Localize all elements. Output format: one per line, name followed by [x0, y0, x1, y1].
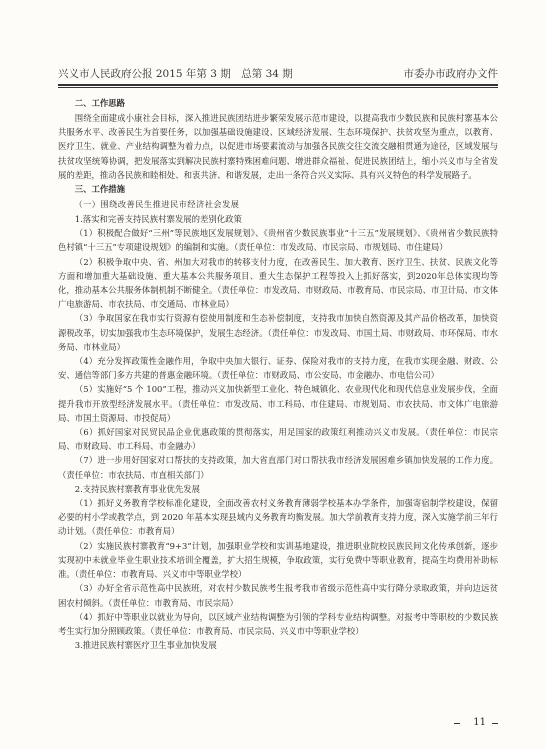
section-heading: 二、工作思路 — [74, 98, 126, 108]
document-body — [58, 96, 498, 652]
subsection-heading: （一）围绕改善民生推进民市经济社会发展 — [74, 199, 240, 210]
paragraph: （2）实施民族村寨教育“9+3”计划，加强职业学校和实训基地建设，推进职业院校民族民间文化传承创新，逐步实现初中未就业毕业生职业技术培训全覆盖，扩大招生规模，争取政策，实行免费中等职业教育，提高生均费用补助标准。（责任单位：市教育局、兴义市中等职业学校） — [58, 540, 498, 580]
page-number-dash-left — [454, 723, 460, 724]
page-header — [58, 66, 498, 82]
paragraph: （3）办好全省示范性高中民族班，对农村少数民族考生报考我市省级示范性高中实行降分录取政策，并向边远贫困农村倾斜。（责任单位：市教育局、市民宗局） — [58, 583, 498, 608]
item-heading: 1.落实和完善支持民族村寨发展的差别化政策 — [74, 214, 242, 225]
header-rule-thick — [58, 84, 498, 86]
page-footer — [58, 716, 498, 730]
paragraph: （3）争取国家在我市实行资源有偿使用制度和生态补偿制度，支持我市加快自然资源及其产品价格改革，加快资源税改革，切实加强我市生态环境保护，发展生态经济。（责任单位：市发改局、市国土局、市财政局、市环保局、市水务局、市林业局） — [58, 313, 498, 352]
section-heading: 三、工作措施 — [74, 184, 126, 195]
item-heading: 3.推进民族村寨医疗卫生事业加快发展 — [74, 640, 217, 651]
paragraph: （4）充分发挥政策性金融作用，争取中央加大银行、证券、保险对我市的支持力度，在我市实现金融、财政、公安、通信等部门多方共建的普惠金融环境。（责任单位：市财政局、市公安局、市金融办、市电信公司） — [58, 356, 498, 381]
paragraph: （5）实施好“5 个 100”工程，推动兴义加快新型工业化、特色城镇化、农业现代化和现代信息业发展步伐，全面提升我市开放型经济发展水平。（责任单位：市发改局、市工科局、市住建局、市规划局、市农扶局、市文体广电旅游局、市国土资源局、市投促局） — [58, 384, 498, 423]
publication-title: 兴义市人民政府公报 2015 年第 3 期 总第 34 期 — [58, 68, 293, 80]
page-number-dash-right — [492, 723, 498, 724]
section-label: 市委办市政府办文件 — [403, 68, 498, 80]
paragraph: （2）积极争取中央、省、州加大对我市的转移支付力度，在改善民生、加大教育、医疗卫生、扶贫、民族文化等方面和增加重大基础设施、重大基本公共服务项目、重大生态保护工程等投入上抓好落实，到2020年总体实现均等化，推动基本公共服务体制机制不断健全。（责任单位：市发改局、市财政局、市教育局、市民宗局、市卫计局、市文体广电旅游局、市农扶局、市交通局、市林业局） — [58, 256, 498, 310]
paragraph: （4）抓好中等职业以就业为导向，以区域产业结构调整为引领的学科专业结构调整。对报考中等职校的少数民族考生实行加分照顾政策。（责任单位：市教育局、市民宗局、兴义市中等职业学校） — [58, 611, 498, 636]
paragraph: 围绕全面建成小康社会目标，深入推进民族团结进步繁荣发展示范市建设，以提高我市少数民族和民族村寨基本公共服务水平、改善民生为首要任务，以加强基础设施建设、区域经济发展、生态环境保护、扶贫攻坚为重点，以教育、医疗卫生、就业、产业结构调整为着力点，以促进市场要素流动与加强各民族交往交流交融相贯通为途径，区域发展与扶贫攻坚统筹协调，把发展落实到解决民族村寨特殊困难问题、增进群众福祉、促进民族团结上，缩小兴义市与全省发展的差距，推动各民族和睦相处、和衷共济、和谐发展，走出一条符合兴义实际、具有兴义特色的科学发展路子。 — [58, 113, 498, 180]
item-heading: 2.支持民族村寨教育事业优先发展 — [74, 483, 201, 494]
page-number: 11 — [473, 717, 486, 728]
paragraph: （1）积极配合做好“三州”等民族地区发展规划》、《贵州省少数民族事业“十三五”发展规划》、《贵州省少数民族特色村镇“十三五”专项建设规划》的编制和实施。（责任单位：市发改局、市民宗局、市规划局、市住建局） — [58, 228, 498, 253]
paragraph: （1）抓好义务教育学校标准化建设，全面改善农村义务教育薄弱学校基本办学条件，加强寄宿制学校建设，保留必要的村小学或教学点，到 2020 年基本实现县域内义务教育均衡发展。加大学前教育支持力度，深入实施学前三年行动计划。（责任单位：市教育局） — [58, 498, 498, 537]
paragraph: （7）进一步用好国家对口帮扶的支持政策，加大省直部门对口帮扶我市经济发展困难乡镇加快发展的工作力度。（责任单位：市农扶局、市直相关部门） — [58, 455, 498, 480]
paragraph: （6）抓好国家对民贸民品企业优惠政策的贯彻落实，用足国家的政策红利推动兴义市发展。（责任单位：市民宗局、市财政局、市工科局、市金融办） — [58, 427, 498, 452]
header-rule-thin — [58, 87, 498, 88]
